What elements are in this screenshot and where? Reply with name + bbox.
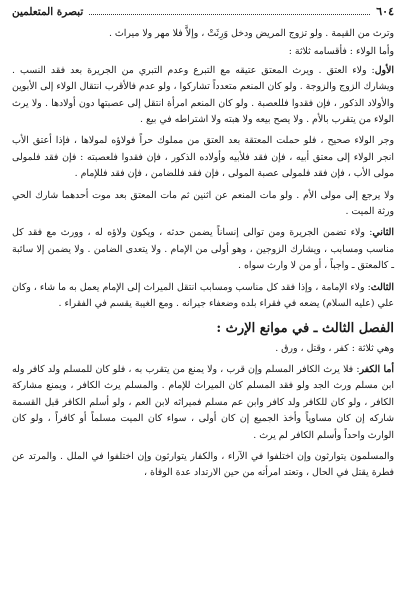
paragraph: والمسلمون يتوارثون وإن اختلفوا في الآراء ، والكفار يتوارثون وإن اختلفوا في الملل . والمرتد عن فطرة يقتل في الحال ، وتعتد امرأته من حين الارتداد عدة الوفاة ، [12,450,394,479]
paragraph: وترث من القيمة . ولو تزوج المريض ودخل وَرِثَتْ ، وإلاَّ فلا مهر ولا ميراث . [108,28,394,39]
running-header [12,4,394,20]
paragraph-first-type: الأول: ولاء العتق . ويرث المعتق عتيقه مع التبرع وعدم التبري من الجريرة بعد فقد النسب . ويشارك الزوج والزوجة . ولو كان المنعم متعدداً تشاركوا ، ولو عدم فالأقرب انتقال الولاء إلى الأبوين والأولاد الذكور ، فإن فقدوا فللعصبة . ولو كان المنعم امرأة انتقل إلى عصبتها دون أولادها . ولا يرث الولاء من يتقرب بالأم . ولا يصح بيعه ولا هبته ولا اشتراطه في بيع . [12,64,394,126]
paragraph-disbelief: أما الكفر: فلا يرث الكافر المسلم وإن قرب ، ولا يمنع من يتقرب به ، فلو كان للمسلم ولد كافر وله ابن مسلم ورث الجد ولو فقد المسلم كان الميراث للإمام . والمسلم يرث الكافر ، ويمنع مشاركة الكافر ، ولو كان للكافر ولد كافر وابن عم مسلم فميراثه لابن العم ، ولو أسلم الكافر قبل القسمة شاركه إن كان مساوياً وأخذ الجميع إن كان أولى ، سواء كان الميت مسلماً أو كافراً ، ولو كان الوارث واحداً وأسلم الكافر لم يرث . [12,363,394,441]
paragraph-lead: الثاني [372,227,394,239]
section-heading: الفصل الثالث ـ في موانع الإرث : [216,320,394,336]
paragraph-lead: الثالث [370,281,394,293]
paragraph-lead: الأول [374,64,394,76]
paragraph-third-type: الثالث: ولاء الإمامة ، وإذا فقد كل مناسب ومسابب انتقل الميراث إلى الإمام يعمل به ما شاء ، وكان علي (عليه السلام) يضعه في فقراء بلده وضعفاء جيرانه . ومع الغيبة يقسم في الفقراء . [12,281,394,310]
paragraph: وهي ثلاثة : كفر ، وقتل ، ورق . [275,342,394,354]
body-text-2 [12,341,394,482]
header-dotted-leader [89,5,370,15]
page-number: ٦٠٤ [376,5,394,18]
paragraph-second-type: الثاني: ولاء تضمن الجريرة ومن توالى إنساناً يضمن حدثه ، ويكون ولاؤه له ، وورث مع فقد كل مناسب ومسابب ، ويشارك الزوجين ، وهو أولى من الإمام . ولا يتعدى الضامن . ولا يضمن إلا سائبة ـ كالمعتق ـ واجباً ، أو من لا وارث سواه . [12,227,394,272]
book-title: تبصرة المتعلمين [12,6,84,18]
paragraph: وجر الولاء صحيح ، فلو حملت المعتقة بعد العتق من مملوك حراً فولاؤه لمولاها ، فإذا أعتق الأب انجر الولاء إلى معتق أبيه ، فإن فقد فلأبيه وأولاده الذكور ، فإن فقدوا فلعصبته : فإن فقد فلمولى مولى الأب ، فإن فقد فلمولى عصبة المولى ، فإن فقد فللضامن ، فإن فقد فللإمام . [12,135,394,180]
paragraph-lead: أما الكفر [359,363,394,375]
paragraph: ولا يرجع إلى مولى الأم . ولو مات المنعم عن اثنين ثم مات المعتق بعد موت أحدهما شارك الحي ورثة الميت . [12,189,394,218]
body-text [12,26,394,313]
paragraph: وأما الولاء : فأقسامه ثلاثة : [288,46,394,58]
